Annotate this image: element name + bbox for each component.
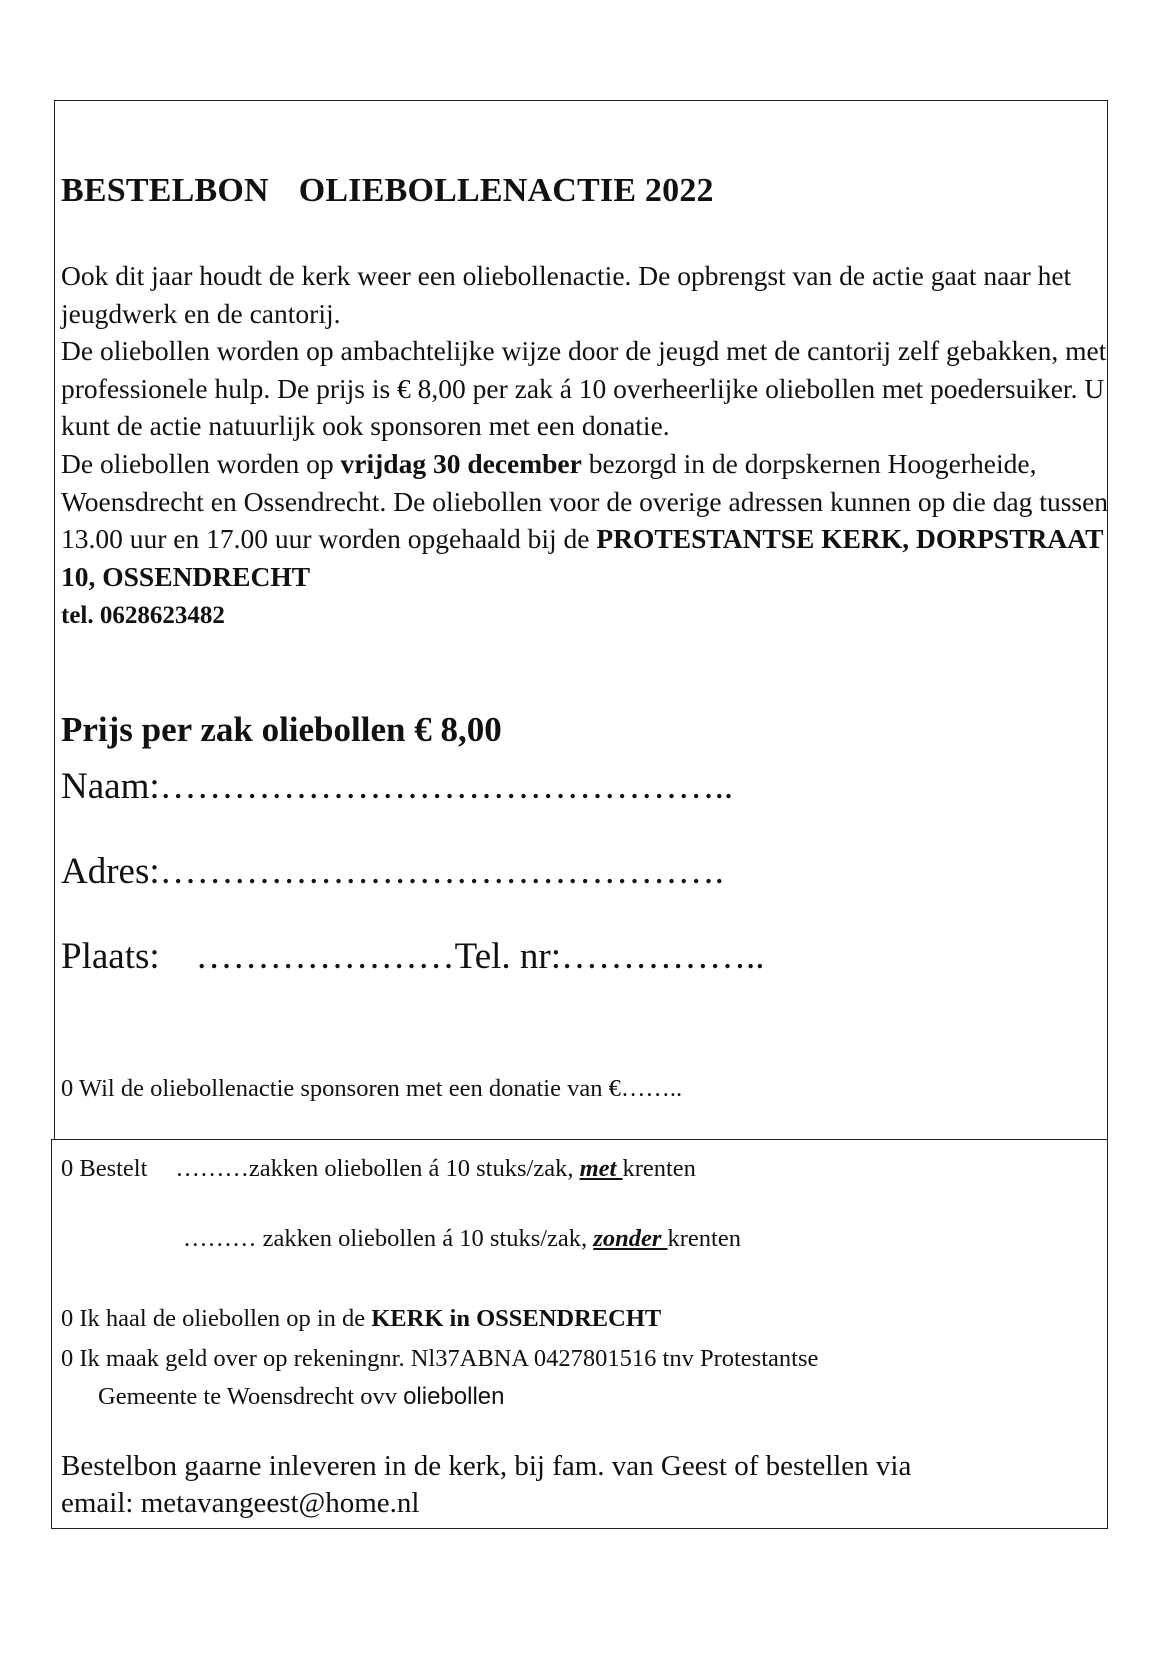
church-address: PROTESTANTSE KERK, DORPSTRAAT 10, OSSENDRECHT	[61, 523, 1103, 592]
church-phone: tel. 0628623482	[61, 602, 225, 630]
donation-option[interactable]: 0 Wil de oliebollenactie sponsoren met een donatie van €……..	[61, 1075, 683, 1102]
pickup-option[interactable]: 0 Ik haal de oliebollen op in de KERK in OSSENDRECHT	[61, 1305, 662, 1332]
pickup-location: KERK in OSSENDRECHT	[371, 1305, 662, 1332]
footer-line-1: Bestelbon gaarne inleveren in de kerk, bij fam. van Geest of bestellen via	[61, 1450, 912, 1482]
city-phone-field[interactable]	[61, 935, 765, 978]
with-raisins-emphasis: met	[579, 1155, 623, 1182]
price-line: Prijs per zak oliebollen € 8,00	[61, 710, 502, 749]
order-with-raisins[interactable]: 0 Bestelt ………zakken oliebollen á 10 stuks/zak, met krenten	[61, 1155, 696, 1182]
intro-paragraph-1: Ook dit jaar houdt de kerk weer een oliebollenactie. De opbrengst van de actie gaat naar het jeugdwerk en de cantorij.	[61, 260, 1072, 329]
address-field[interactable]: Adres:……………………………………….	[61, 851, 724, 892]
delivery-date: vrijdag 30 december	[340, 447, 582, 479]
city-phone-dots[interactable]: …………………Tel. nr:……………..	[195, 936, 765, 977]
footer-email[interactable]: email: metavangeest@home.nl	[61, 1487, 420, 1519]
footer-instructions	[61, 1448, 1101, 1522]
transfer-option-continued: Gemeente te Woensdrecht ovv oliebollen	[98, 1383, 505, 1410]
name-field[interactable]: Naam:………………………………………..	[61, 766, 734, 807]
intro-text	[61, 257, 1111, 635]
intro-paragraph-3: De oliebollen worden op vrijdag 30 december bezorgd in de dorpskernen Hoogerheide, Woensdrecht en Ossendrecht. De oliebollen voor de overige adressen kunnen op die dag tussen 13.00 uur en 17.00 uur worden opgehaald bij de PROTESTANTSE KERK, DORPSTRAAT 10, OSSENDRECHT tel. 0628623482	[61, 447, 1109, 630]
title-bestelbon: BESTELBON	[61, 172, 269, 209]
page-title	[61, 172, 714, 210]
transfer-option[interactable]: 0 Ik maak geld over op rekeningnr. Nl37ABNA 0427801516 tnv Protestantse	[61, 1345, 819, 1372]
title-actie: OLIEBOLLENACTIE 2022	[298, 172, 714, 209]
city-label: Plaats:	[61, 936, 160, 977]
intro-paragraph-2: De oliebollen worden op ambachtelijke wijze door de jeugd met de cantorij zelf gebakken, met professionele hulp. De prijs is € 8,00 per zak á 10 overheerlijke oliebollen met poedersuiker. U kunt de actie natuurlijk ook sponsoren met een donatie.	[61, 335, 1107, 442]
without-raisins-emphasis: zonder	[593, 1225, 668, 1252]
order-without-raisins[interactable]: ……… zakken oliebollen á 10 stuks/zak, zonder krenten	[183, 1225, 741, 1252]
